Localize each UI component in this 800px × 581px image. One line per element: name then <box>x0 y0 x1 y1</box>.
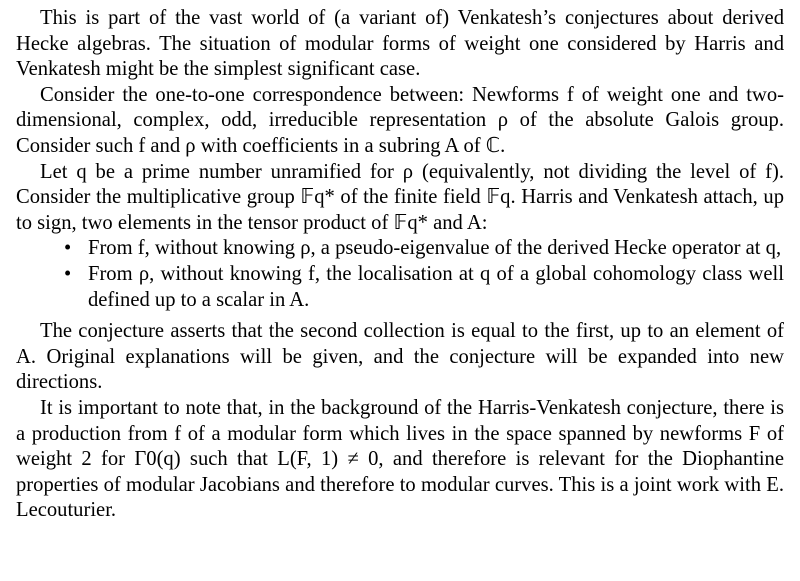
bullet-icon: • <box>64 262 72 285</box>
list-item <box>16 262 784 313</box>
paragraph-5: It is important to note that, in the background of the Harris-Venkatesh conjecture, there is a production from f of a modular form which lives in the space spanned by newforms F of weight 2 for Γ0(q) such that L(F, 1) ≠ 0, and therefore is relevant for the Diophantine properties of modular Jacobians and therefore to modular curves. This is a joint work with E. Lecouturier. <box>16 396 784 522</box>
paragraph-3: Let q be a prime number unramified for ρ (equivalently, not dividing the level of f). Consider the multiplicative group 𝔽q* of the finite field 𝔽q. Harris and Venkatesh attach, up to sign, two elements in the tensor product of 𝔽q* and A: <box>16 160 784 234</box>
bullet-icon: • <box>64 237 72 260</box>
paragraph-1: This is part of the vast world of (a variant of) Venkatesh’s conjectures about derived Hecke algebras. The situation of modular forms of weight one considered by Harris and Venkatesh might be the simplest significant case. <box>16 7 784 81</box>
list-item-text: From f, without knowing ρ, a pseudo-eigenvalue of the derived Hecke operator at q, <box>88 237 782 260</box>
paragraph-4: The conjecture asserts that the second collection is equal to the first, up to an element of A. Original explanations will be given, and the conjecture will be expanded into new directions. <box>16 320 784 394</box>
list-item <box>16 236 784 262</box>
bullet-list <box>16 236 784 313</box>
list-item-text: From ρ, without knowing f, the localisation at q of a global cohomology class well defined up to a scalar in A. <box>88 262 784 311</box>
paragraph-2: Consider the one-to-one correspondence between: Newforms f of weight one and two-dimensional, complex, odd, irreducible representation ρ of the absolute Galois group. Consider such f and ρ with coefficients in a subring A of ℂ. <box>16 83 784 157</box>
